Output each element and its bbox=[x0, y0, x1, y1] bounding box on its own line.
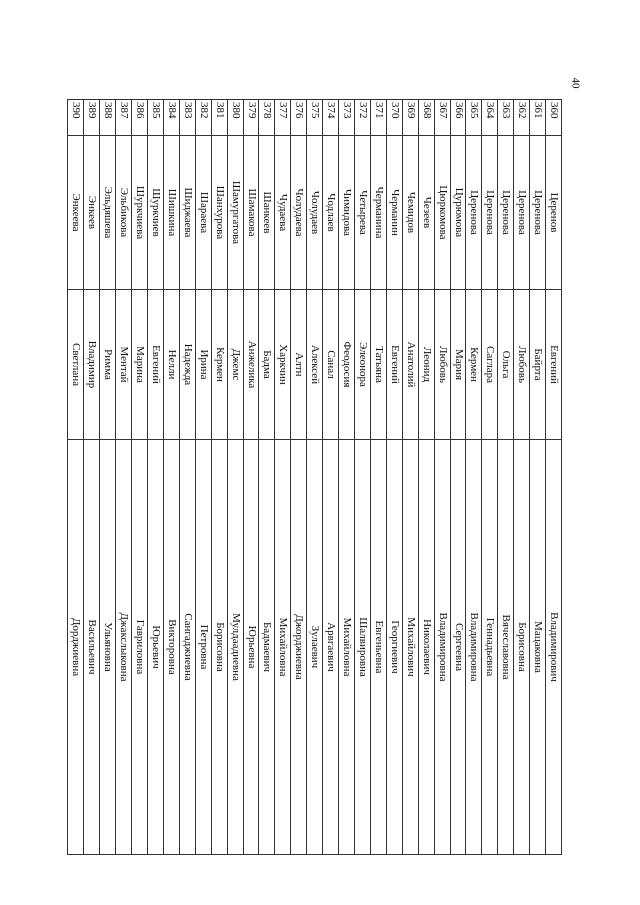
cell-patronymic: Михайловна bbox=[339, 440, 355, 855]
cell-number: 367 bbox=[434, 100, 450, 136]
table-row bbox=[243, 100, 259, 855]
cell-number: 376 bbox=[291, 100, 307, 136]
cell-number: 377 bbox=[275, 100, 291, 136]
cell-name: Байрта bbox=[530, 290, 546, 440]
cell-patronymic: Евгеньевна bbox=[370, 440, 386, 855]
table-row bbox=[355, 100, 371, 855]
cell-patronymic: Арвгаевич bbox=[323, 440, 339, 855]
cell-patronymic: Джорджиевна bbox=[291, 440, 307, 855]
cell-number: 368 bbox=[418, 100, 434, 136]
cell-name: Ольга bbox=[498, 290, 514, 440]
cell-number: 387 bbox=[116, 100, 132, 136]
cell-name: Евгений bbox=[386, 290, 402, 440]
cell-surname: Шанхурова bbox=[211, 136, 227, 290]
table-row bbox=[370, 100, 386, 855]
cell-name: Бадма bbox=[259, 290, 275, 440]
cell-patronymic: Юрьевна bbox=[243, 440, 259, 855]
cell-patronymic: Викторовна bbox=[163, 440, 179, 855]
cell-patronymic: Васильевич bbox=[84, 440, 100, 855]
cell-surname: Эльдяшева bbox=[100, 136, 116, 290]
cell-number: 370 bbox=[386, 100, 402, 136]
cell-patronymic: Борисовна bbox=[211, 440, 227, 855]
table-row bbox=[450, 100, 466, 855]
table-row bbox=[68, 100, 84, 855]
cell-number: 379 bbox=[243, 100, 259, 136]
cell-number: 374 bbox=[323, 100, 339, 136]
table-row bbox=[211, 100, 227, 855]
table-row bbox=[291, 100, 307, 855]
cell-name: Элеонора bbox=[355, 290, 371, 440]
rotated-table-area bbox=[70, 99, 562, 854]
cell-name: Анжелика bbox=[243, 290, 259, 440]
cell-surname: Чолудаева bbox=[291, 136, 307, 290]
cell-name: Харкчин bbox=[275, 290, 291, 440]
cell-patronymic: Михайлович bbox=[402, 440, 418, 855]
voter-list-table bbox=[67, 99, 562, 855]
cell-name: Татьяна bbox=[370, 290, 386, 440]
cell-surname: Чудаева bbox=[275, 136, 291, 290]
table-row bbox=[498, 100, 514, 855]
cell-number: 378 bbox=[259, 100, 275, 136]
cell-surname: Шуркчиев bbox=[148, 136, 164, 290]
table-row bbox=[148, 100, 164, 855]
cell-name: Кермен bbox=[211, 290, 227, 440]
cell-number: 369 bbox=[402, 100, 418, 136]
cell-surname: Цурюмова bbox=[450, 136, 466, 290]
cell-surname: Церенова bbox=[498, 136, 514, 290]
cell-patronymic: Сергеевна bbox=[450, 440, 466, 855]
cell-number: 373 bbox=[339, 100, 355, 136]
cell-name: Марина bbox=[132, 290, 148, 440]
cell-name: Леонид bbox=[418, 290, 434, 440]
cell-surname: Эльбикова bbox=[116, 136, 132, 290]
cell-surname: Церенова bbox=[514, 136, 530, 290]
cell-name: Нелли bbox=[163, 290, 179, 440]
cell-surname: Чимидова bbox=[339, 136, 355, 290]
cell-number: 382 bbox=[195, 100, 211, 136]
cell-name: Римма bbox=[100, 290, 116, 440]
cell-patronymic: Гавриловна bbox=[132, 440, 148, 855]
cell-patronymic: Вячеславовна bbox=[498, 440, 514, 855]
cell-surname: Чемидов bbox=[402, 136, 418, 290]
cell-surname: Чодлаев bbox=[323, 136, 339, 290]
cell-patronymic: Владимировна bbox=[434, 440, 450, 855]
table-row bbox=[179, 100, 195, 855]
cell-surname: Чезеев bbox=[418, 136, 434, 290]
cell-name: Владимир bbox=[84, 290, 100, 440]
cell-surname: Шамургатова bbox=[227, 136, 243, 290]
cell-name: Мария bbox=[450, 290, 466, 440]
cell-name: Надежда bbox=[179, 290, 195, 440]
cell-number: 386 bbox=[132, 100, 148, 136]
cell-surname: Шараева bbox=[195, 136, 211, 290]
cell-surname: Черманина bbox=[370, 136, 386, 290]
cell-name: Любовь bbox=[514, 290, 530, 440]
table-row bbox=[466, 100, 482, 855]
cell-number: 371 bbox=[370, 100, 386, 136]
cell-number: 361 bbox=[530, 100, 546, 136]
cell-name: Феодосия bbox=[339, 290, 355, 440]
cell-patronymic: Владимирович bbox=[546, 440, 562, 855]
cell-name: Алтн bbox=[291, 290, 307, 440]
cell-number: 366 bbox=[450, 100, 466, 136]
cell-number: 388 bbox=[100, 100, 116, 136]
cell-name: Светлана bbox=[68, 290, 84, 440]
cell-number: 390 bbox=[68, 100, 84, 136]
cell-name: Анатолий bbox=[402, 290, 418, 440]
cell-patronymic: Дорджиевна bbox=[68, 440, 84, 855]
cell-patronymic: Бадмаевич bbox=[259, 440, 275, 855]
cell-surname: Четырева bbox=[355, 136, 371, 290]
cell-patronymic: Владимировна bbox=[466, 440, 482, 855]
cell-surname: Чолудаев bbox=[307, 136, 323, 290]
cell-number: 375 bbox=[307, 100, 323, 136]
cell-patronymic: Михайловна bbox=[275, 440, 291, 855]
cell-number: 383 bbox=[179, 100, 195, 136]
table-row bbox=[418, 100, 434, 855]
cell-number: 360 bbox=[546, 100, 562, 136]
cell-name: Евгений bbox=[546, 290, 562, 440]
cell-surname: Церенова bbox=[530, 136, 546, 290]
cell-number: 384 bbox=[163, 100, 179, 136]
cell-patronymic: Мацаковна bbox=[530, 440, 546, 855]
cell-surname: Шуркчиева bbox=[132, 136, 148, 290]
table-row bbox=[84, 100, 100, 855]
cell-number: 362 bbox=[514, 100, 530, 136]
table-row bbox=[546, 100, 562, 855]
cell-surname: Черманин bbox=[386, 136, 402, 290]
table-row bbox=[307, 100, 323, 855]
table-row bbox=[514, 100, 530, 855]
table-row bbox=[275, 100, 291, 855]
page-number-text: 40 bbox=[569, 77, 581, 89]
cell-number: 381 bbox=[211, 100, 227, 136]
table-row bbox=[116, 100, 132, 855]
table-row bbox=[386, 100, 402, 855]
cell-name: Алексей bbox=[307, 290, 323, 440]
cell-patronymic: Мулдаадиевна bbox=[227, 440, 243, 855]
table-row bbox=[227, 100, 243, 855]
cell-name: Джемс bbox=[227, 290, 243, 440]
cell-patronymic: Шалвировна bbox=[355, 440, 371, 855]
cell-surname: Шиджаева bbox=[179, 136, 195, 290]
cell-number: 365 bbox=[466, 100, 482, 136]
cell-patronymic: Юрьевич bbox=[148, 440, 164, 855]
cell-surname: Церенова bbox=[466, 136, 482, 290]
table-row bbox=[100, 100, 116, 855]
cell-patronymic: Николаевич bbox=[418, 440, 434, 855]
cell-patronymic: Геннадьевна bbox=[482, 440, 498, 855]
page-number bbox=[568, 72, 582, 94]
cell-number: 364 bbox=[482, 100, 498, 136]
cell-surname: Шишкина bbox=[163, 136, 179, 290]
table-row bbox=[195, 100, 211, 855]
table-body bbox=[68, 100, 562, 855]
table-row bbox=[482, 100, 498, 855]
cell-patronymic: Сангаджиевна bbox=[179, 440, 195, 855]
cell-surname: Церенов bbox=[546, 136, 562, 290]
table-row bbox=[163, 100, 179, 855]
cell-surname: Шанкеев bbox=[259, 136, 275, 290]
table-row bbox=[259, 100, 275, 855]
cell-patronymic: Ульяновна bbox=[100, 440, 116, 855]
cell-name: Санал bbox=[323, 290, 339, 440]
cell-patronymic: Борисовна bbox=[514, 440, 530, 855]
cell-name: Ментай bbox=[116, 290, 132, 440]
cell-patronymic: Джакслыковна bbox=[116, 440, 132, 855]
table-row bbox=[132, 100, 148, 855]
cell-patronymic: Георгиевич bbox=[386, 440, 402, 855]
cell-surname: Энкеева bbox=[68, 136, 84, 290]
cell-name: Ирина bbox=[195, 290, 211, 440]
table-row bbox=[434, 100, 450, 855]
cell-name: Любовь bbox=[434, 290, 450, 440]
cell-surname: Церенова bbox=[482, 136, 498, 290]
table-row bbox=[339, 100, 355, 855]
table-row bbox=[323, 100, 339, 855]
cell-number: 363 bbox=[498, 100, 514, 136]
cell-name: Саглара bbox=[482, 290, 498, 440]
cell-name: Евгений bbox=[148, 290, 164, 440]
table-row bbox=[402, 100, 418, 855]
cell-number: 389 bbox=[84, 100, 100, 136]
cell-surname: Энкеев bbox=[84, 136, 100, 290]
cell-number: 372 bbox=[355, 100, 371, 136]
cell-surname: Цюркомова bbox=[434, 136, 450, 290]
cell-number: 385 bbox=[148, 100, 164, 136]
cell-patronymic: Петровна bbox=[195, 440, 211, 855]
cell-patronymic: Зулаевич bbox=[307, 440, 323, 855]
cell-surname: Шамакова bbox=[243, 136, 259, 290]
cell-name: Кермен bbox=[466, 290, 482, 440]
cell-number: 380 bbox=[227, 100, 243, 136]
table-row bbox=[530, 100, 546, 855]
